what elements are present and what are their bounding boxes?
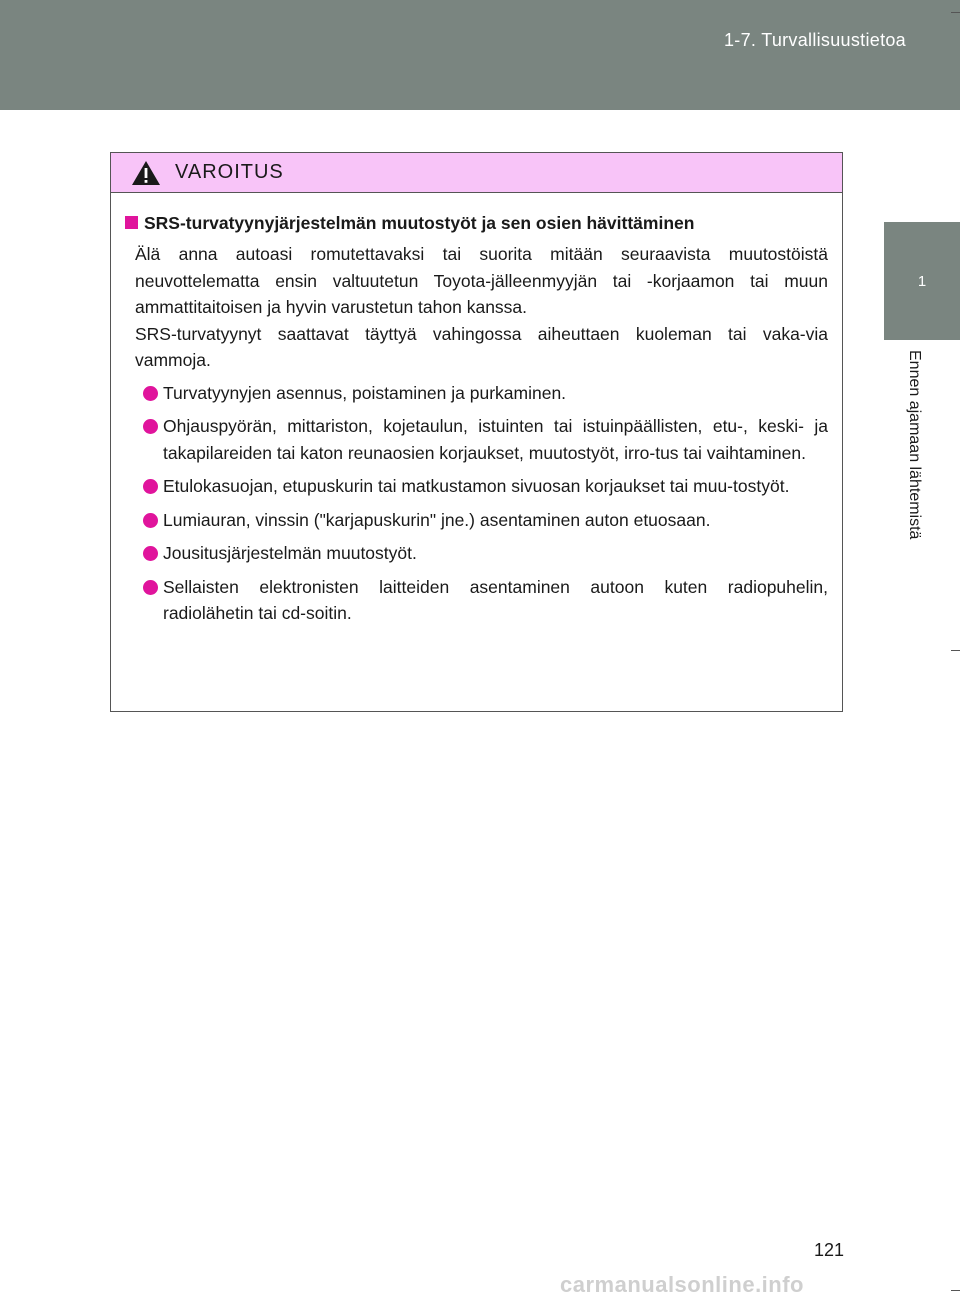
section-header: 1-7. Turvallisuustietoa [724,30,906,50]
circle-bullet-icon [143,580,158,595]
square-bullet-icon [125,216,138,229]
warning-triangle-icon [131,160,161,186]
list-item [143,574,828,627]
warning-title: VAROITUS [175,161,284,183]
warning-content [111,193,842,627]
list-item-text: Ohjauspyörän, mittariston, kojetaulun, istuinten tai istuinpäällisten, etu-, keski- ja takapilareiden tai katon reunaosien korjaukset, muutostyöt, irro-tus tai vaihtaminen. [163,416,828,463]
circle-bullet-icon [143,479,158,494]
page-number: 121 [814,1240,845,1260]
warning-header [111,153,842,193]
watermark: carmanualsonline.info [560,1272,804,1297]
top-band [0,0,960,110]
paragraph-1: Älä anna autoasi romutettavaksi tai suorita mitään seuraavista muutostöistä neuvottelematta ensin valtuutetun Toyota-jälleenmyyjän tai -korjaamon tai muun ammattitaitoisen ja hyvin varustetun tahon kanssa. [135,244,828,317]
heading-text: SRS-turvatyynyjärjestelmän muutostyöt ja sen osien hävittäminen [144,213,695,233]
warning-heading [125,211,828,235]
warning-box [110,152,843,712]
list-item-text: Etulokasuojan, etupuskurin tai matkustamon sivuosan korjaukset tai muu-tostyöt. [163,476,790,496]
crop-mark [951,650,960,651]
paragraph-2: SRS-turvatyynyt saattavat täyttyä vahingossa aiheuttaen kuoleman tai vaka-via vammoja. [135,323,828,370]
list-item-text: Sellaisten elektronisten laitteiden asentaminen autoon kuten radiopuhelin, radiolähetin tai cd-soitin. [163,576,828,623]
list-item [143,473,828,500]
circle-bullet-icon [143,546,158,561]
warning-list [125,380,828,627]
list-item-text: Lumiauran, vinssin ("karjapuskurin" jne.) asentaminen auton etuosaan. [163,509,711,530]
list-item [143,507,828,534]
list-item [143,380,828,407]
crop-mark [951,12,960,13]
warning-paragraph [125,241,828,374]
chapter-title: Ennen ajamaan lähtemistä [906,350,923,540]
list-item [143,540,828,567]
circle-bullet-icon [143,513,158,528]
circle-bullet-icon [143,419,158,434]
crop-mark [951,1290,960,1291]
circle-bullet-icon [143,386,158,401]
chapter-number: 1 [917,272,927,290]
chapter-tab [884,222,960,340]
list-item-text: Turvatyynyjen asennus, poistaminen ja purkaminen. [163,382,567,403]
list-item-text: Jousitusjärjestelmän muutostyöt. [163,543,417,563]
list-item [143,413,828,466]
